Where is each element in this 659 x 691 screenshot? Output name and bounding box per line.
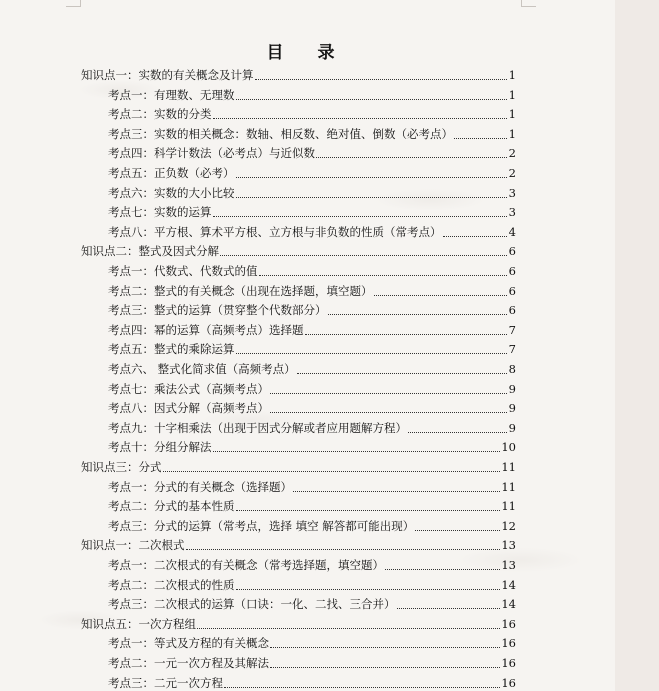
toc-entry-text: 考点一：二次根式的有关概念（常考选择题，填空题） xyxy=(108,558,384,572)
toc-page-number: 16 xyxy=(501,616,516,631)
toc-page-number: 16 xyxy=(501,675,516,690)
toc-entry-text: 考点六：实数的大小比较 xyxy=(108,185,235,200)
toc-entry-text: 知识点二：整式及因式分解 xyxy=(81,244,219,259)
toc-page-number: 3 xyxy=(508,185,516,200)
toc-entry-text: 考点五：正负数（必考） xyxy=(108,166,235,180)
toc-subsection-entry[interactable] xyxy=(108,184,516,203)
toc-subsection-entry[interactable] xyxy=(108,360,516,379)
toc-subsection-entry[interactable] xyxy=(108,262,516,281)
dot-leader xyxy=(270,646,500,648)
toc-entry-text: 考点三：分式的运算（常考点，选择 填空 解答都可能出现） xyxy=(108,518,415,533)
dot-leader xyxy=(454,137,507,139)
dot-leader xyxy=(213,450,501,452)
toc-entry-text: 考点三：整式的运算（贯穿整个代数部分） xyxy=(108,303,327,318)
toc-page-number: 16 xyxy=(501,636,516,651)
toc-entry-text: 知识点一：二次根式 xyxy=(81,538,185,553)
toc-page-number: 7 xyxy=(508,342,516,357)
toc-entry-text: 考点二：整式的有关概念（出现在选择题，填空题） xyxy=(108,283,373,298)
toc-subsection-entry[interactable] xyxy=(108,654,516,673)
toc-page-number: 10 xyxy=(501,440,516,455)
toc-page-number: 1 xyxy=(508,87,516,102)
dot-leader xyxy=(385,568,500,570)
toc-page-number: 6 xyxy=(508,244,516,259)
viewer-margin xyxy=(615,0,659,691)
toc-subsection-entry[interactable] xyxy=(108,438,516,457)
dot-leader xyxy=(197,627,500,629)
toc-subsection-entry[interactable] xyxy=(108,164,516,183)
toc-subsection-entry[interactable] xyxy=(108,86,516,105)
toc-page-number: 6 xyxy=(508,264,516,278)
toc-page-number: 14 xyxy=(501,577,516,592)
toc-section-entry[interactable] xyxy=(81,66,516,85)
toc-section-entry[interactable] xyxy=(81,536,516,555)
toc-subsection-entry[interactable] xyxy=(108,478,516,497)
toc-page-number: 1 xyxy=(508,68,516,82)
toc-entry-text: 知识点三：分式 xyxy=(81,460,162,474)
toc-section-entry[interactable] xyxy=(81,458,516,477)
toc-entry-text: 考点六、 整式化简求值（高频考点） xyxy=(108,362,296,376)
dot-leader xyxy=(255,78,508,80)
dot-leader xyxy=(236,176,508,178)
dot-leader xyxy=(397,607,501,609)
dot-leader xyxy=(270,392,507,394)
toc-page-number: 7 xyxy=(508,322,516,337)
toc-entry-text: 考点九：十字相乘法（出现于因式分解或者应用题解方程） xyxy=(108,420,407,435)
page-corner-mark-left xyxy=(66,0,81,7)
toc-page-number: 13 xyxy=(501,538,516,553)
toc-page-number: 16 xyxy=(501,656,516,670)
toc-subsection-entry[interactable] xyxy=(108,144,516,163)
toc-subsection-entry[interactable] xyxy=(108,674,516,691)
toc-page-number: 4 xyxy=(508,224,516,239)
toc-entry-text: 考点一：有理数、无理数 xyxy=(108,87,235,102)
toc-subsection-entry[interactable] xyxy=(108,340,516,359)
dot-leader xyxy=(236,352,508,354)
toc-page-number: 12 xyxy=(501,518,516,533)
toc-page-number: 3 xyxy=(508,205,516,220)
dot-leader xyxy=(293,490,500,492)
dot-leader xyxy=(316,156,507,158)
toc-page-number: 8 xyxy=(508,362,516,376)
toc-subsection-entry[interactable] xyxy=(108,301,516,320)
toc-entry-text: 考点二：一元一次方程及其解法 xyxy=(108,656,269,670)
dot-leader xyxy=(236,588,501,590)
toc-title: 目 录 xyxy=(266,43,349,63)
dot-leader xyxy=(213,215,508,217)
toc-entry-text: 考点二：二次根式的性质 xyxy=(108,577,235,592)
dot-leader xyxy=(270,666,500,668)
toc-subsection-entry[interactable] xyxy=(108,380,516,399)
toc-subsection-entry[interactable] xyxy=(108,125,516,144)
toc-subsection-entry[interactable] xyxy=(108,419,516,438)
toc-page-number: 11 xyxy=(501,499,516,514)
toc-entry-text: 考点二：实数的分类 xyxy=(108,107,212,122)
page-corner-mark-right xyxy=(521,0,536,7)
toc-subsection-entry[interactable] xyxy=(108,105,516,124)
toc-subsection-entry[interactable] xyxy=(108,556,516,575)
dot-leader xyxy=(213,117,508,119)
toc-page-number: 6 xyxy=(508,283,516,298)
toc-page-number: 9 xyxy=(508,420,516,435)
toc-entry-text: 知识点五：一次方程组 xyxy=(81,616,196,631)
toc-entry-text: 考点二：分式的基本性质 xyxy=(108,499,235,514)
dot-leader xyxy=(220,254,507,256)
toc-page-number: 9 xyxy=(508,381,516,396)
toc-page-number: 6 xyxy=(508,303,516,318)
toc-entry-text: 考点七：实数的运算 xyxy=(108,205,212,220)
dot-leader xyxy=(415,529,500,531)
toc-entry-text: 考点八：平方根、算术平方根、立方根与非负数的性质（常考点） xyxy=(108,224,442,239)
toc-entry-text: 考点三：二元一次方程 xyxy=(108,675,223,690)
toc-entry-text: 考点三：实数的相关概念：数轴、相反数、绝对值、倒数（必考点） xyxy=(108,126,453,141)
dot-leader xyxy=(270,411,507,413)
toc-subsection-entry[interactable] xyxy=(108,282,516,301)
dot-leader xyxy=(297,372,507,374)
dot-leader xyxy=(259,274,508,276)
toc-entry-text: 考点七：乘法公式（高频考点） xyxy=(108,381,269,396)
dot-leader xyxy=(224,686,500,688)
toc-entry-text: 考点一：等式及方程的有关概念 xyxy=(108,636,269,651)
toc-subsection-entry[interactable] xyxy=(108,634,516,653)
toc-entry-text: 考点一：代数式、代数式的值 xyxy=(108,264,258,278)
toc-subsection-entry[interactable] xyxy=(108,576,516,595)
toc-section-entry[interactable] xyxy=(81,615,516,634)
toc-page-number: 2 xyxy=(508,166,516,180)
toc-page-number: 1 xyxy=(508,126,516,141)
toc-page-number: 13 xyxy=(501,558,516,572)
dot-leader xyxy=(236,509,501,511)
dot-leader xyxy=(408,431,507,433)
toc-subsection-entry[interactable] xyxy=(108,497,516,516)
toc-page-number: 14 xyxy=(501,597,516,612)
dot-leader xyxy=(236,98,508,100)
toc-entry-text: 考点四：科学计数法（必考点）与近似数 xyxy=(108,146,315,161)
toc-subsection-entry[interactable] xyxy=(108,321,516,340)
dot-leader xyxy=(328,313,508,315)
toc-entry-text: 考点八：因式分解（高频考点） xyxy=(108,401,269,416)
dot-leader xyxy=(163,470,501,472)
dot-leader xyxy=(374,294,508,296)
dot-leader xyxy=(236,196,508,198)
toc-page-number: 9 xyxy=(508,401,516,416)
toc-entry-text: 考点十：分组分解法 xyxy=(108,440,212,455)
toc-page-number: 11 xyxy=(501,460,516,474)
toc-entry-text: 知识点一：实数的有关概念及计算 xyxy=(81,68,254,82)
toc-entry-text: 考点一：分式的有关概念（选择题） xyxy=(108,479,292,494)
dot-leader xyxy=(443,235,508,237)
toc-section-entry[interactable] xyxy=(81,242,516,261)
toc-subsection-entry[interactable] xyxy=(108,399,516,418)
toc-page-number: 1 xyxy=(508,107,516,122)
toc-entry-text: 考点四：幂的运算（高频考点）选择题 xyxy=(108,322,304,337)
toc-subsection-entry[interactable] xyxy=(108,517,516,536)
toc-subsection-entry[interactable] xyxy=(108,203,516,222)
toc-subsection-entry[interactable] xyxy=(108,595,516,614)
dot-leader xyxy=(186,548,501,550)
toc-subsection-entry[interactable] xyxy=(108,223,516,242)
dot-leader xyxy=(305,333,508,335)
toc-entry-text: 考点五：整式的乘除运算 xyxy=(108,342,235,357)
toc-page-number: 2 xyxy=(508,146,516,161)
toc-entry-text: 考点三：二次根式的运算（口诀：一化、二找、三合并） xyxy=(108,597,396,612)
toc-page-number: 11 xyxy=(501,479,516,494)
